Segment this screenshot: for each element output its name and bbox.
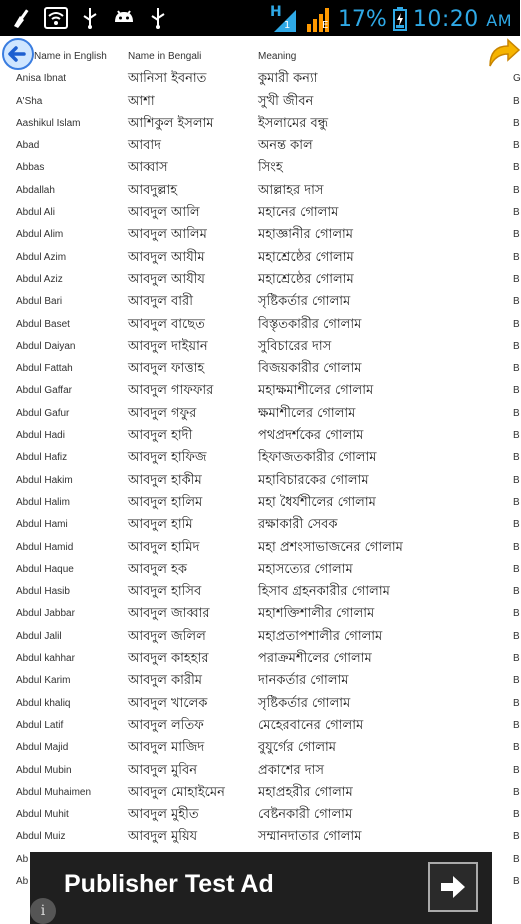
meaning-cell: বেষ্টনকারী গোলাম — [258, 807, 353, 823]
header-meaning: Meaning — [258, 51, 297, 62]
overflow-column-cell: B — [513, 519, 520, 531]
table-row[interactable] — [0, 626, 520, 648]
meaning-cell: সম্মানদাতার গোলাম — [258, 829, 362, 845]
meaning-cell: মহাপ্রতাপশালীর গোলাম — [258, 628, 383, 644]
name-english-cell: Abdul Aziz — [16, 273, 63, 285]
overflow-column-cell: B — [513, 117, 520, 129]
name-english-cell: Abdul Daiyan — [16, 340, 76, 352]
name-english-cell: Abdul Muiz — [16, 831, 66, 843]
mobile-signal-icon — [306, 4, 332, 34]
overflow-column-cell: B — [513, 318, 520, 330]
overflow-column-cell: B — [513, 162, 520, 174]
overflow-column-cell: B — [513, 430, 520, 442]
ad-banner[interactable] — [30, 852, 492, 924]
overflow-column-cell: B — [513, 474, 520, 486]
name-english-cell: Abdul khaliq — [16, 697, 71, 709]
meaning-cell: মহা ধৈর্যশীলের গোলাম — [258, 494, 376, 510]
names-table — [0, 46, 520, 893]
table-row[interactable] — [0, 91, 520, 113]
name-bengali-cell: আবদুল হামিদ — [128, 539, 200, 555]
table-row[interactable] — [0, 470, 520, 492]
table-row[interactable] — [0, 157, 520, 179]
overflow-column-cell: B — [513, 207, 520, 219]
name-bengali-cell: আবদুল লতিফ — [128, 717, 204, 733]
clean-brush-icon — [10, 6, 34, 30]
name-bengali-cell: আবদুল কাহহার — [128, 651, 209, 667]
meaning-cell: মহানের গোলাম — [258, 205, 339, 221]
table-row[interactable] — [0, 737, 520, 759]
table-header — [0, 46, 520, 68]
table-row[interactable] — [0, 782, 520, 804]
name-bengali-cell: আবদুল হাদী — [128, 428, 193, 444]
table-row[interactable] — [0, 403, 520, 425]
meaning-cell: সুখী জীবন — [258, 93, 314, 109]
name-english-cell: Abbas — [16, 162, 45, 174]
meaning-cell: সৃষ্টিকর্তার গোলাম — [258, 294, 351, 310]
table-row[interactable] — [0, 826, 520, 848]
meaning-cell: মহাবিচারকের গোলাম — [258, 472, 369, 488]
overflow-column-cell: B — [513, 586, 520, 598]
ad-info-icon[interactable]: i — [30, 898, 56, 924]
name-english-cell: Abdul Muhit — [16, 809, 69, 821]
status-bar — [0, 0, 520, 36]
name-bengali-cell: আবদুল আলি — [128, 205, 200, 221]
overflow-column-cell: B — [513, 273, 520, 285]
wifi-icon — [44, 6, 68, 30]
name-english-cell: Abdul Hakim — [16, 474, 73, 486]
usb-icon — [78, 6, 102, 30]
system-status — [270, 4, 512, 34]
overflow-column-cell: B — [513, 229, 520, 241]
overflow-column-cell: B — [513, 675, 520, 687]
overflow-column-cell: B — [513, 140, 520, 152]
name-english-cell: Abdul Hamid — [16, 541, 74, 553]
overflow-column-cell: B — [513, 786, 520, 798]
overflow-column-cell: B — [513, 95, 520, 107]
overflow-column-cell: B — [513, 296, 520, 308]
table-row[interactable] — [0, 135, 520, 157]
name-bengali-cell: আবদুল হাকীম — [128, 472, 202, 488]
name-bengali-cell: আশিকুল ইসলাম — [128, 115, 214, 131]
table-row[interactable] — [0, 581, 520, 603]
overflow-column-cell: B — [513, 608, 520, 620]
overflow-column-cell: B — [513, 853, 520, 865]
ad-text: Publisher Test Ad — [64, 870, 274, 898]
table-row[interactable] — [0, 224, 520, 246]
name-bengali-cell: আবদুল মাজিদ — [128, 740, 205, 756]
name-bengali-cell: আনিসা ইবনাত — [128, 71, 207, 87]
battery-percent: 17% — [337, 6, 387, 32]
table-row[interactable] — [0, 447, 520, 469]
arrow-right-icon — [430, 864, 476, 910]
overflow-column-cell: B — [513, 653, 520, 665]
overflow-column-cell: B — [513, 875, 520, 887]
name-english-cell: Abdul Gaffar — [16, 385, 72, 397]
name-english-cell: Abdallah — [16, 184, 55, 196]
table-row[interactable] — [0, 559, 520, 581]
overflow-column-cell: B — [513, 340, 520, 352]
overflow-column-cell: B — [513, 831, 520, 843]
name-bengali-cell: আবদুল আযীয — [128, 271, 205, 287]
meaning-cell: মহাক্ষমাশীলের গোলাম — [258, 383, 374, 399]
meaning-cell: বিজয়কারীর গোলাম — [258, 361, 362, 377]
name-english-cell: Abdul Haque — [16, 563, 74, 575]
name-bengali-cell: আবদুল আলিম — [128, 227, 207, 243]
meaning-cell: মহাপ্রহরীর গোলাম — [258, 784, 353, 800]
meaning-cell: বিস্তৃতকারীর গোলাম — [258, 316, 362, 332]
name-english-cell: Abdul Halim — [16, 496, 70, 508]
android-debug-icon — [112, 6, 136, 30]
table-row[interactable] — [0, 425, 520, 447]
meaning-cell: হিফাজতকারীর গোলাম — [258, 450, 377, 466]
name-bengali-cell: আবদুল মুয়িয — [128, 829, 198, 845]
name-english-cell: Anisa Ibnat — [16, 73, 67, 85]
name-english-cell: Abdul Latif — [16, 719, 64, 731]
battery-icon — [393, 7, 407, 31]
name-english-cell: Abdul Jalil — [16, 630, 62, 642]
table-row[interactable] — [0, 670, 520, 692]
meaning-cell: পথপ্রদর্শকের গোলাম — [258, 428, 364, 444]
table-row[interactable] — [0, 202, 520, 224]
overflow-column-cell: B — [513, 630, 520, 642]
table-row[interactable] — [0, 760, 520, 782]
overflow-column-cell: B — [513, 251, 520, 263]
network-type-label: H — [269, 4, 282, 20]
name-english-cell: Abdul Ali — [16, 207, 55, 219]
header-name-bengali: Name in Bengali — [128, 51, 202, 62]
table-row[interactable] — [0, 537, 520, 559]
meaning-cell: ইসলামের বন্ধু — [258, 115, 329, 131]
signal-type-label: E — [321, 20, 329, 31]
name-bengali-cell: আবদুল্লাহ — [128, 182, 178, 198]
name-bengali-cell: আবদুল মোহাইমেন — [128, 784, 225, 800]
name-english-cell: Abdul Bari — [16, 296, 63, 308]
overflow-column-cell: B — [513, 697, 520, 709]
meaning-cell: মহাজ্ঞানীর গোলাম — [258, 227, 354, 243]
meaning-cell: হিসাব গ্রহনকারীর গোলাম — [258, 584, 390, 600]
table-row[interactable] — [0, 358, 520, 380]
meaning-cell: ক্ষমাশীলের গোলাম — [258, 405, 356, 421]
table-row[interactable] — [0, 514, 520, 536]
table-row[interactable] — [0, 314, 520, 336]
meaning-cell: কুমারী কন্যা — [258, 71, 318, 87]
name-english-cell: Aashikul Islam — [16, 117, 81, 129]
name-english-cell: Abdul Hadi — [16, 430, 65, 442]
name-bengali-cell: আবদুল হাফিজ — [128, 450, 207, 466]
name-bengali-cell: আবদুল হালিম — [128, 494, 203, 510]
name-bengali-cell: আবাদ — [128, 138, 161, 154]
meaning-cell: মহাশ্রেষ্ঠের গোলাম — [258, 271, 354, 287]
name-english-cell: Abdul kahhar — [16, 653, 75, 665]
name-bengali-cell: আবদুল জাব্বার — [128, 606, 210, 622]
name-english-cell: Abdul Karim — [16, 675, 71, 687]
header-name-english: Name in English — [34, 51, 107, 62]
name-bengali-cell: আবদুল কারীম — [128, 673, 203, 689]
table-row[interactable] — [0, 180, 520, 202]
table-row[interactable] — [0, 648, 520, 670]
table-row[interactable] — [0, 247, 520, 269]
meaning-cell: মেহেরবানের গোলাম — [258, 717, 364, 733]
meaning-cell: মহাসত্যের গোলাম — [258, 561, 353, 577]
overflow-column-cell: B — [513, 764, 520, 776]
meaning-cell: সিংহ — [258, 160, 283, 176]
clock-time: 10:20 — [412, 6, 479, 32]
name-bengali-cell: আশা — [128, 93, 155, 109]
name-english-cell: Abdul Gafur — [16, 407, 70, 419]
table-row[interactable] — [0, 68, 520, 90]
meaning-cell: মহাশ্রেষ্ঠের গোলাম — [258, 249, 354, 265]
overflow-column-cell: B — [513, 809, 520, 821]
name-english-cell: Abdul Hasib — [16, 586, 70, 598]
table-row[interactable] — [0, 380, 520, 402]
name-english-cell: Ab — [16, 875, 29, 887]
overflow-column-cell: B — [513, 563, 520, 575]
meaning-cell: প্রকাশের দাস — [258, 762, 324, 778]
meaning-cell: আল্লাহর দাস — [258, 182, 324, 198]
name-english-cell: A'Sha — [16, 95, 43, 107]
overflow-column-cell: B — [513, 363, 520, 375]
name-english-cell: Abdul Hafiz — [16, 452, 68, 464]
table-row[interactable] — [0, 269, 520, 291]
name-english-cell: Abdul Majid — [16, 742, 69, 754]
table-row[interactable] — [0, 603, 520, 625]
network-signal-icon — [270, 4, 300, 34]
name-bengali-cell: আব্বাস — [128, 160, 168, 176]
overflow-column-cell: B — [513, 184, 520, 196]
table-row[interactable] — [0, 715, 520, 737]
overflow-column-cell: G — [513, 73, 521, 85]
name-english-cell: Abdul Hami — [16, 519, 68, 531]
meaning-cell: পরাক্রমশীলের গোলাম — [258, 651, 372, 667]
usb-icon-2 — [146, 6, 170, 30]
name-bengali-cell: আবদুল হক — [128, 561, 187, 577]
overflow-column-cell: B — [513, 452, 520, 464]
name-english-cell: Abdul Muhaimen — [16, 786, 92, 798]
name-english-cell: Abdul Baset — [16, 318, 70, 330]
name-english-cell: Abdul Azim — [16, 251, 67, 263]
name-bengali-cell: আবদুল হাসিব — [128, 584, 202, 600]
meaning-cell: রক্ষাকারী সেবক — [258, 517, 338, 533]
name-bengali-cell: আবদুল হামি — [128, 517, 193, 533]
sim-indicator-label: 1 — [283, 20, 291, 31]
table-row[interactable] — [0, 804, 520, 826]
table-row[interactable] — [0, 291, 520, 313]
name-bengali-cell: আবদুল জলিল — [128, 628, 206, 644]
overflow-column-cell: B — [513, 407, 520, 419]
overflow-column-cell: B — [513, 385, 520, 397]
name-bengali-cell: আবদুল মুবিন — [128, 762, 197, 778]
table-row[interactable] — [0, 492, 520, 514]
name-english-cell: Abdul Fattah — [16, 363, 73, 375]
name-bengali-cell: আবদুল মুহীত — [128, 807, 199, 823]
name-english-cell: Abdul Alim — [16, 229, 64, 241]
name-bengali-cell: আবদুল খালেক — [128, 695, 208, 711]
table-row[interactable] — [0, 336, 520, 358]
name-english-cell: Abdul Mubin — [16, 764, 72, 776]
meaning-cell: বুযুর্গের গোলাম — [258, 740, 336, 756]
table-row[interactable] — [0, 113, 520, 135]
name-bengali-cell: আবদুল ফাত্তাহ — [128, 361, 205, 377]
name-bengali-cell: আবদুল বারী — [128, 294, 193, 310]
clock — [413, 7, 512, 32]
overflow-column-cell: B — [513, 541, 520, 553]
name-english-cell: Abdul Jabbar — [16, 608, 75, 620]
overflow-column-cell: B — [513, 742, 520, 754]
meaning-cell: দানকর্তার গোলাম — [258, 673, 349, 689]
meaning-cell: অনন্ত কাল — [258, 138, 313, 154]
meaning-cell: মহাশক্তিশালীর গোলাম — [258, 606, 375, 622]
meaning-cell: সুবিচারের দাস — [258, 338, 332, 354]
name-bengali-cell: আবদুল বাছেত — [128, 316, 205, 332]
name-english-cell: Abad — [16, 140, 40, 152]
overflow-column-cell: B — [513, 719, 520, 731]
ad-open-button[interactable] — [428, 862, 478, 912]
name-english-cell: Ab — [16, 853, 29, 865]
clock-ampm: AM — [486, 10, 512, 30]
table-row[interactable] — [0, 693, 520, 715]
meaning-cell: মহা প্রশংসাভাজনের গোলাম — [258, 539, 403, 555]
name-bengali-cell: আবদুল গফুর — [128, 405, 197, 421]
name-bengali-cell: আবদুল দাইয়ান — [128, 338, 208, 354]
name-bengali-cell: আবদুল গাফফার — [128, 383, 214, 399]
notification-icons — [10, 6, 170, 30]
name-bengali-cell: আবদুল আযীম — [128, 249, 205, 265]
meaning-cell: সৃষ্টিকর্তার গোলাম — [258, 695, 351, 711]
overflow-column-cell: B — [513, 496, 520, 508]
